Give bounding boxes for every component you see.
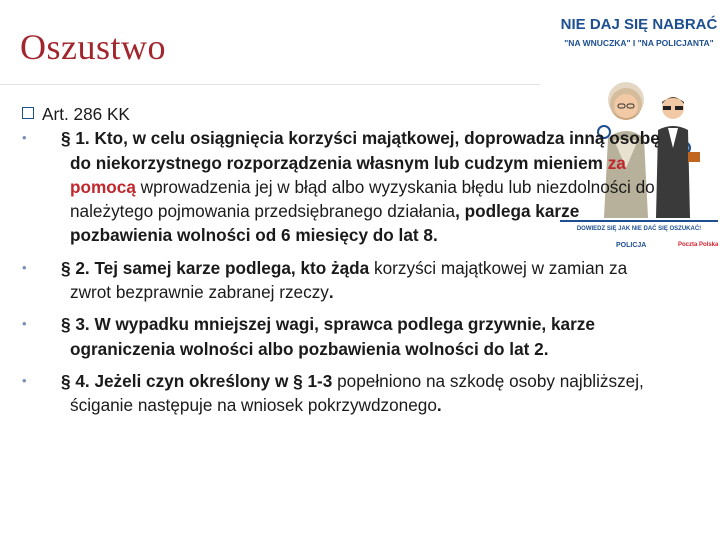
- paragraph-3: [22, 312, 670, 361]
- checkbox-bullet-icon: [22, 107, 34, 119]
- paragraph-1: [22, 126, 670, 247]
- paragraph-4: [22, 369, 670, 418]
- paragraph-2-text-b: korzyści majątkowej w zamian za zwrot bezprawnie zabranej rzeczy: [70, 257, 628, 303]
- poster-banner: DOWIEDZ SIĘ JAK NIE DAĆ SIĘ OSZUKAĆ!: [560, 220, 718, 236]
- slide-content: [22, 102, 670, 426]
- paragraph-2-text-a: § 2. Tej samej karze podlega, kto żąda: [61, 257, 370, 278]
- bullet-icon: •: [22, 259, 27, 275]
- paragraph-4-text-c: .: [436, 395, 442, 416]
- paragraph-1-text-a: § 1. Kto, w celu osiągnięcia korzyści majątkowej, doprowadza inną osobę do niekorzystnego rozporządzenia własnym lub cudzym mieniem: [61, 128, 660, 173]
- paragraph-3-text: § 3. W wypadku mniejszej wagi, sprawca podlega grzywnie, karze ograniczenia wolności albo pozbawienia wolności do lat 2.: [61, 314, 595, 359]
- police-logo: POLICJA: [616, 242, 647, 249]
- paragraph-4-text-b: popełniono na szkodę osoby najbliższej, ściganie następuje na wniosek pokrzywdzonego: [70, 370, 644, 416]
- paragraph-2: [22, 256, 670, 305]
- article-heading: [22, 102, 670, 126]
- title-divider: [0, 84, 540, 85]
- slide-title: Oszustwo: [20, 27, 166, 67]
- paragraph-2-text-c: .: [328, 282, 334, 303]
- article-label: Art. 286 KK: [42, 104, 130, 124]
- paragraph-1-text-c: , podlega karze pozbawienia wolności od 6 miesięcy do lat 8.: [70, 201, 580, 246]
- paragraph-1-text-b: wprowadzenia jej w błąd albo wyzyskania błędu lub niezdolności do należytego pojmowania przedsiębranego działania: [70, 176, 655, 222]
- paragraph-1-highlight: za pomocą: [70, 152, 626, 197]
- post-logo: Poczta Polska: [678, 242, 718, 248]
- poster-headline: NIE DAJ SIĘ NABRAĆ: [560, 16, 718, 33]
- bullet-icon: •: [22, 316, 27, 332]
- poster-subtitle: "NA WNUCZKA" I "NA POLICJANTA": [564, 38, 714, 48]
- paragraph-4-text-a: § 4. Jeżeli czyn określony w § 1-3: [61, 370, 333, 391]
- bullet-icon: •: [22, 130, 27, 146]
- bullet-icon: •: [22, 372, 27, 388]
